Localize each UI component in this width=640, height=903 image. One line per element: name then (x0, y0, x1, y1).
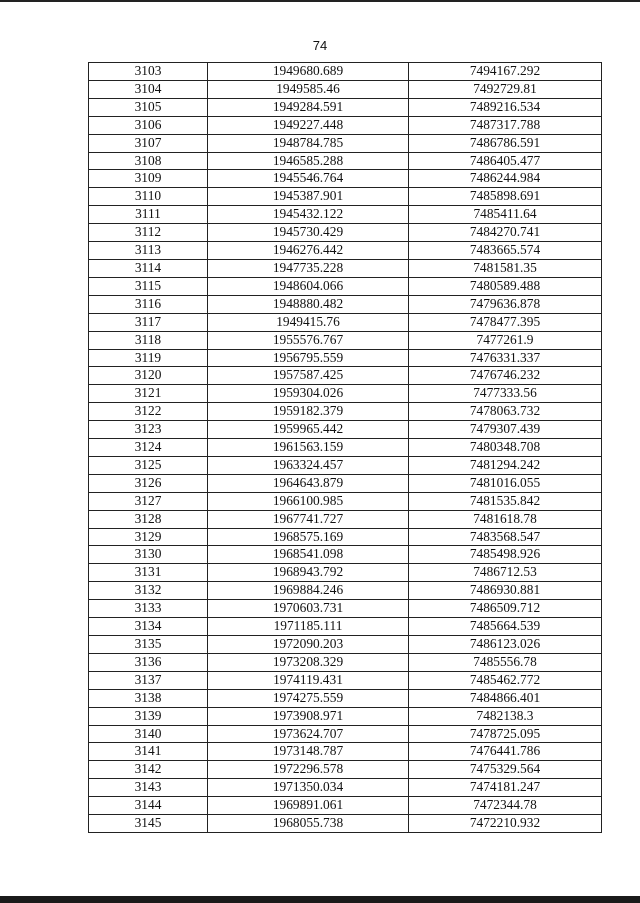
y-coordinate-cell: 7476331.337 (409, 349, 602, 367)
table-row (89, 116, 602, 134)
point-number-cell: 3104 (89, 80, 208, 98)
x-coordinate-cell: 1946276.442 (208, 242, 409, 260)
point-number-cell: 3119 (89, 349, 208, 367)
x-coordinate-cell: 1959965.442 (208, 421, 409, 439)
x-coordinate-cell: 1949227.448 (208, 116, 409, 134)
point-number-cell: 3131 (89, 564, 208, 582)
table-row (89, 134, 602, 152)
x-coordinate-cell: 1969884.246 (208, 582, 409, 600)
table-row (89, 439, 602, 457)
coordinates-table-body (89, 63, 602, 833)
point-number-cell: 3133 (89, 600, 208, 618)
x-coordinate-cell: 1945546.764 (208, 170, 409, 188)
x-coordinate-cell: 1948880.482 (208, 295, 409, 313)
x-coordinate-cell: 1968575.169 (208, 528, 409, 546)
table-row (89, 779, 602, 797)
y-coordinate-cell: 7480348.708 (409, 439, 602, 457)
y-coordinate-cell: 7476441.786 (409, 743, 602, 761)
y-coordinate-cell: 7482138.3 (409, 707, 602, 725)
y-coordinate-cell: 7486712.53 (409, 564, 602, 582)
x-coordinate-cell: 1964643.879 (208, 474, 409, 492)
x-coordinate-cell: 1955576.767 (208, 331, 409, 349)
y-coordinate-cell: 7486509.712 (409, 600, 602, 618)
x-coordinate-cell: 1959182.379 (208, 403, 409, 421)
x-coordinate-cell: 1948784.785 (208, 134, 409, 152)
y-coordinate-cell: 7475329.564 (409, 761, 602, 779)
table-row (89, 546, 602, 564)
point-number-cell: 3137 (89, 671, 208, 689)
table-row (89, 331, 602, 349)
table-row (89, 636, 602, 654)
point-number-cell: 3128 (89, 510, 208, 528)
point-number-cell: 3136 (89, 653, 208, 671)
y-coordinate-cell: 7478477.395 (409, 313, 602, 331)
x-coordinate-cell: 1947735.228 (208, 259, 409, 277)
point-number-cell: 3121 (89, 385, 208, 403)
table-row (89, 80, 602, 98)
point-number-cell: 3123 (89, 421, 208, 439)
table-row (89, 743, 602, 761)
table-row (89, 600, 602, 618)
x-coordinate-cell: 1948604.066 (208, 277, 409, 295)
y-coordinate-cell: 7485898.691 (409, 188, 602, 206)
table-row (89, 403, 602, 421)
table-row (89, 421, 602, 439)
y-coordinate-cell: 7481294.242 (409, 456, 602, 474)
x-coordinate-cell: 1945387.901 (208, 188, 409, 206)
table-row (89, 492, 602, 510)
x-coordinate-cell: 1963324.457 (208, 456, 409, 474)
point-number-cell: 3142 (89, 761, 208, 779)
x-coordinate-cell: 1945432.122 (208, 206, 409, 224)
x-coordinate-cell: 1973208.329 (208, 653, 409, 671)
table-row (89, 63, 602, 81)
point-number-cell: 3115 (89, 277, 208, 295)
point-number-cell: 3126 (89, 474, 208, 492)
y-coordinate-cell: 7476746.232 (409, 367, 602, 385)
x-coordinate-cell: 1971185.111 (208, 618, 409, 636)
point-number-cell: 3107 (89, 134, 208, 152)
scan-edge-top (0, 0, 640, 2)
y-coordinate-cell: 7472210.932 (409, 815, 602, 833)
point-number-cell: 3125 (89, 456, 208, 474)
y-coordinate-cell: 7483568.547 (409, 528, 602, 546)
point-number-cell: 3124 (89, 439, 208, 457)
table-row (89, 242, 602, 260)
x-coordinate-cell: 1971350.034 (208, 779, 409, 797)
y-coordinate-cell: 7477333.56 (409, 385, 602, 403)
x-coordinate-cell: 1949415.76 (208, 313, 409, 331)
x-coordinate-cell: 1959304.026 (208, 385, 409, 403)
point-number-cell: 3138 (89, 689, 208, 707)
point-number-cell: 3117 (89, 313, 208, 331)
table-row (89, 259, 602, 277)
point-number-cell: 3135 (89, 636, 208, 654)
table-row (89, 295, 602, 313)
y-coordinate-cell: 7484866.401 (409, 689, 602, 707)
y-coordinate-cell: 7484270.741 (409, 224, 602, 242)
y-coordinate-cell: 7485556.78 (409, 653, 602, 671)
y-coordinate-cell: 7494167.292 (409, 63, 602, 81)
point-number-cell: 3108 (89, 152, 208, 170)
y-coordinate-cell: 7481618.78 (409, 510, 602, 528)
y-coordinate-cell: 7478063.732 (409, 403, 602, 421)
x-coordinate-cell: 1967741.727 (208, 510, 409, 528)
x-coordinate-cell: 1972090.203 (208, 636, 409, 654)
table-row (89, 725, 602, 743)
table-row (89, 98, 602, 116)
table-row (89, 707, 602, 725)
x-coordinate-cell: 1973624.707 (208, 725, 409, 743)
x-coordinate-cell: 1970603.731 (208, 600, 409, 618)
table-row (89, 474, 602, 492)
y-coordinate-cell: 7486786.591 (409, 134, 602, 152)
coordinates-table (88, 62, 602, 833)
point-number-cell: 3112 (89, 224, 208, 242)
table-row (89, 689, 602, 707)
x-coordinate-cell: 1972296.578 (208, 761, 409, 779)
x-coordinate-cell: 1966100.985 (208, 492, 409, 510)
table-row (89, 761, 602, 779)
y-coordinate-cell: 7483665.574 (409, 242, 602, 260)
y-coordinate-cell: 7486244.984 (409, 170, 602, 188)
point-number-cell: 3105 (89, 98, 208, 116)
x-coordinate-cell: 1969891.061 (208, 797, 409, 815)
point-number-cell: 3145 (89, 815, 208, 833)
point-number-cell: 3130 (89, 546, 208, 564)
x-coordinate-cell: 1946585.288 (208, 152, 409, 170)
table-row (89, 815, 602, 833)
table-row (89, 313, 602, 331)
x-coordinate-cell: 1957587.425 (208, 367, 409, 385)
x-coordinate-cell: 1968943.792 (208, 564, 409, 582)
x-coordinate-cell: 1949284.591 (208, 98, 409, 116)
x-coordinate-cell: 1968541.098 (208, 546, 409, 564)
table-row (89, 367, 602, 385)
point-number-cell: 3132 (89, 582, 208, 600)
table-row (89, 385, 602, 403)
point-number-cell: 3144 (89, 797, 208, 815)
table-row (89, 188, 602, 206)
y-coordinate-cell: 7481535.842 (409, 492, 602, 510)
y-coordinate-cell: 7487317.788 (409, 116, 602, 134)
point-number-cell: 3114 (89, 259, 208, 277)
x-coordinate-cell: 1973908.971 (208, 707, 409, 725)
x-coordinate-cell: 1961563.159 (208, 439, 409, 457)
y-coordinate-cell: 7479307.439 (409, 421, 602, 439)
y-coordinate-cell: 7481016.055 (409, 474, 602, 492)
table-row (89, 564, 602, 582)
table-row (89, 349, 602, 367)
table-row (89, 797, 602, 815)
point-number-cell: 3103 (89, 63, 208, 81)
table-row (89, 206, 602, 224)
y-coordinate-cell: 7485411.64 (409, 206, 602, 224)
y-coordinate-cell: 7485462.772 (409, 671, 602, 689)
point-number-cell: 3140 (89, 725, 208, 743)
table-row (89, 224, 602, 242)
point-number-cell: 3122 (89, 403, 208, 421)
x-coordinate-cell: 1973148.787 (208, 743, 409, 761)
y-coordinate-cell: 7472344.78 (409, 797, 602, 815)
y-coordinate-cell: 7481581.35 (409, 259, 602, 277)
point-number-cell: 3111 (89, 206, 208, 224)
point-number-cell: 3120 (89, 367, 208, 385)
y-coordinate-cell: 7485664.539 (409, 618, 602, 636)
x-coordinate-cell: 1949585.46 (208, 80, 409, 98)
point-number-cell: 3141 (89, 743, 208, 761)
point-number-cell: 3116 (89, 295, 208, 313)
table-row (89, 152, 602, 170)
point-number-cell: 3143 (89, 779, 208, 797)
y-coordinate-cell: 7486930.881 (409, 582, 602, 600)
x-coordinate-cell: 1956795.559 (208, 349, 409, 367)
y-coordinate-cell: 7486123.026 (409, 636, 602, 654)
table-row (89, 528, 602, 546)
table-row (89, 277, 602, 295)
point-number-cell: 3110 (89, 188, 208, 206)
table-row (89, 582, 602, 600)
table-row (89, 618, 602, 636)
y-coordinate-cell: 7480589.488 (409, 277, 602, 295)
point-number-cell: 3109 (89, 170, 208, 188)
x-coordinate-cell: 1974275.559 (208, 689, 409, 707)
scan-edge-bottom (0, 896, 640, 903)
y-coordinate-cell: 7479636.878 (409, 295, 602, 313)
point-number-cell: 3113 (89, 242, 208, 260)
y-coordinate-cell: 7492729.81 (409, 80, 602, 98)
point-number-cell: 3129 (89, 528, 208, 546)
table-row (89, 653, 602, 671)
point-number-cell: 3139 (89, 707, 208, 725)
x-coordinate-cell: 1974119.431 (208, 671, 409, 689)
y-coordinate-cell: 7477261.9 (409, 331, 602, 349)
table-row (89, 671, 602, 689)
point-number-cell: 3127 (89, 492, 208, 510)
y-coordinate-cell: 7486405.477 (409, 152, 602, 170)
point-number-cell: 3118 (89, 331, 208, 349)
x-coordinate-cell: 1945730.429 (208, 224, 409, 242)
table-row (89, 510, 602, 528)
y-coordinate-cell: 7478725.095 (409, 725, 602, 743)
page-number: 74 (312, 38, 328, 53)
point-number-cell: 3134 (89, 618, 208, 636)
x-coordinate-cell: 1949680.689 (208, 63, 409, 81)
y-coordinate-cell: 7485498.926 (409, 546, 602, 564)
table-row (89, 170, 602, 188)
x-coordinate-cell: 1968055.738 (208, 815, 409, 833)
point-number-cell: 3106 (89, 116, 208, 134)
y-coordinate-cell: 7489216.534 (409, 98, 602, 116)
table-row (89, 456, 602, 474)
y-coordinate-cell: 7474181.247 (409, 779, 602, 797)
